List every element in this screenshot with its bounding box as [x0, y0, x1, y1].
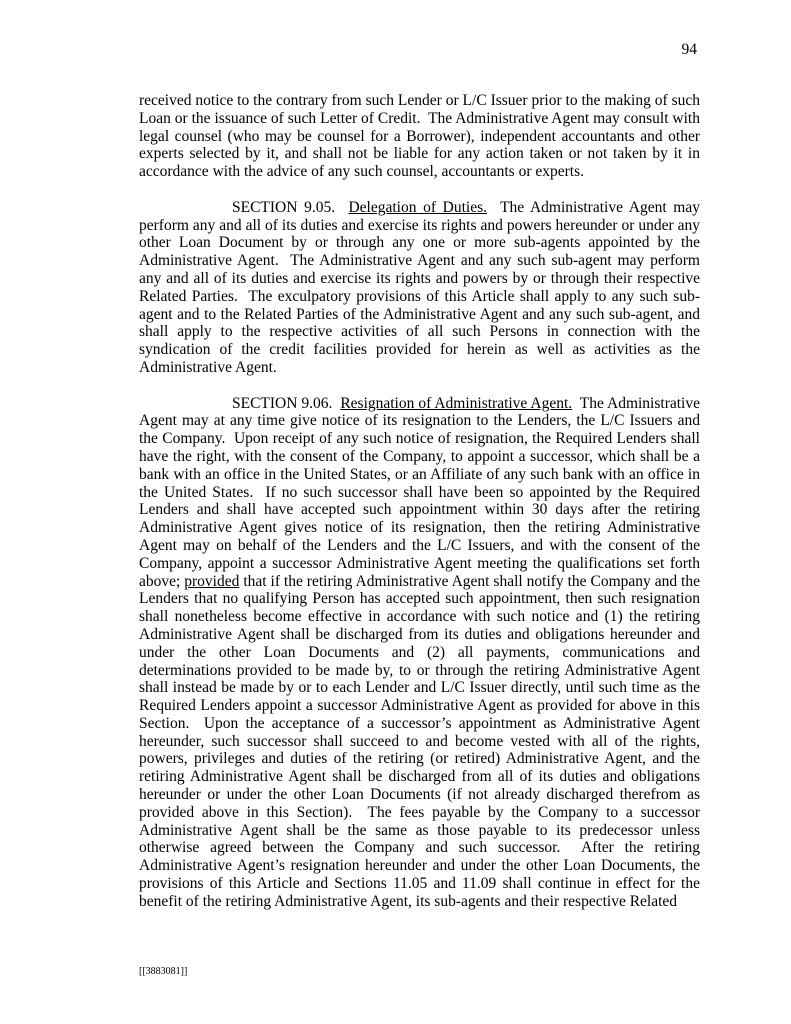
section-title-underlined: Delegation of Duties.: [348, 198, 488, 216]
footer-document-id: [[3883081]]: [139, 966, 188, 977]
section-number: SECTION 9.05.: [232, 198, 349, 216]
continuation-paragraph: [139, 92, 704, 181]
section-9-05-paragraph: [139, 198, 704, 377]
paragraph-text: The Administrative Agent may perform any and all of its duties and exercise its rights and powers hereunder or under any other Loan Document by or through any one or more sub-agents appointed by the Administrative Agent. The Administrative Agent and any such sub-agent may perform any and all of its duties and exercise its rights and powers by or through their respective Related Parties. The exculpatory provisions of this Article shall apply to any such sub-agent and to the Related Parties of the Administrative Agent and any such sub-agent, and shall apply to the respective activities of all such Persons in connection with the syndication of the credit facilities provided for herein as well as activities as the Administrative Agent.: [139, 198, 704, 376]
section-number: SECTION 9.06.: [232, 394, 341, 412]
page-number: 94: [681, 41, 697, 58]
paragraph-text: received notice to the contrary from such Lender or L/C Issuer prior to the making of such Loan or the issuance of such Letter of Credit. The Administrative Agent may consult with legal counsel (who may be counsel for a Borrower), independent accountants and other experts selected by it, and shall not be liable for any action taken or not taken by it in accordance with the advice of any such counsel, accountants or experts.: [139, 92, 704, 181]
section-title-underlined: Resignation of Administrative Agent.: [340, 394, 573, 412]
section-9-06-paragraph: [139, 394, 704, 911]
paragraph-text: that if the retiring Administrative Agent shall notify the Company and the Lenders that no qualifying Person has accepted such appointment, then such resignation shall nonetheless become effective in accordance with such notice and (1) the retiring Administrative Agent shall be discharged from its duties and obligations hereunder and under the other Loan Documents and (2) all payments, communications and determinations provided to be made by, to or through the retiring Administrative Agent shall instead be made by or to each Lender and L/C Issuer directly, until such time as the Required Lenders appoint a successor Administrative Agent as provided for above in this Section. Upon the acceptance of a successor’s appointment as Administrative Agent hereunder, such successor shall succeed to and become vested with all of the rights, powers, privileges and duties of the retiring (or retired) Administrative Agent, and the retiring Administrative Agent shall be discharged from all of its duties and obligations hereunder or under the other Loan Documents (if not already discharged therefrom as provided above in this Section). The fees payable by the Company to a successor Administrative Agent shall be the same as those payable to its predecessor unless otherwise agreed between the Company and such successor. After the retiring Administrative Agent’s resignation hereunder and under the other Loan Documents, the provisions of this Article and Sections 11.05 and 11.09 shall continue in effect for the benefit of the retiring Administrative Agent, its sub-agents and their respective Related: [139, 572, 704, 910]
paragraph-text: The Administrative Agent may at any time give notice of its resignation to the Lenders, the L/C Issuers and the Company. Upon receipt of any such notice of resignation, the Required Lenders shall have the right, with the consent of the Company, to appoint a successor, which shall be a bank with an office in the United States, or an Affiliate of any such bank with an office in the United States. If no such successor shall have been so appointed by the Required Lenders and shall have accepted such appointment within 30 days after the retiring Administrative Agent gives notice of its resignation, then the retiring Administrative Agent may on behalf of the Lenders and the L/C Issuers, and with the consent of the Company, appoint a successor Administrative Agent meeting the qualifications set forth above;: [139, 394, 704, 590]
proviso-term-underlined: provided: [184, 572, 240, 590]
document-body: [139, 92, 704, 911]
